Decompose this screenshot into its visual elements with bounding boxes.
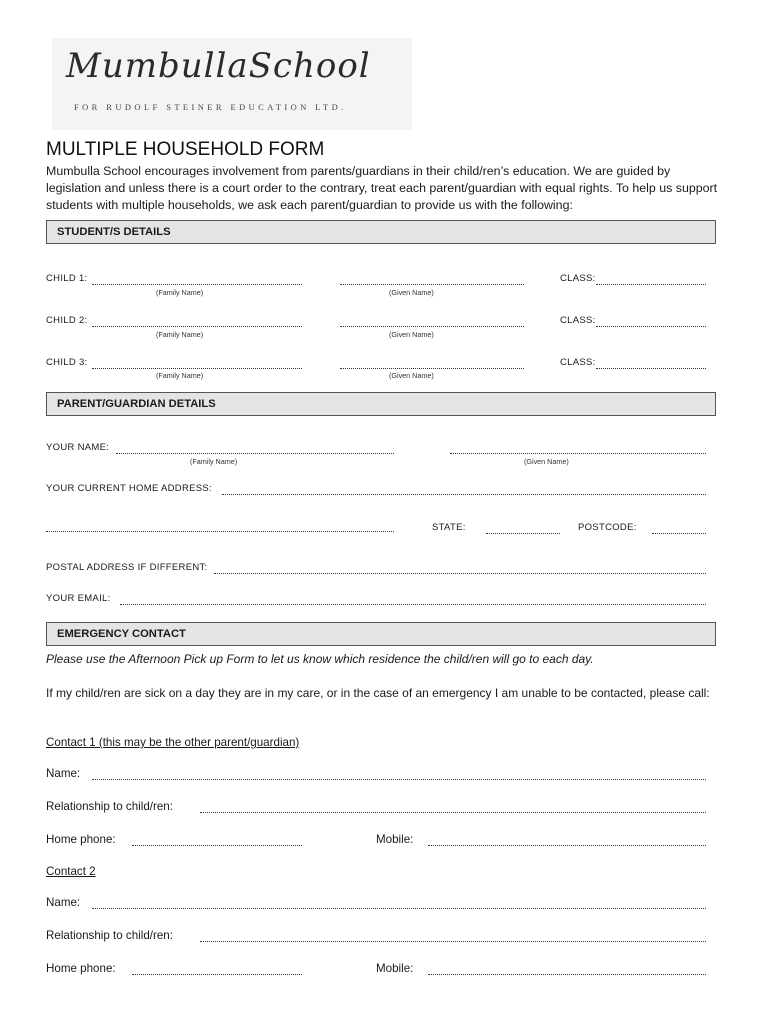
child-1-family-field[interactable]	[92, 275, 302, 285]
contact-1-mobile-field[interactable]	[428, 835, 706, 846]
given-name-caption: (Given Name)	[389, 371, 434, 380]
given-name-caption: (Given Name)	[389, 288, 434, 297]
emergency-contact-header	[46, 622, 716, 646]
parent-given-name-field[interactable]	[450, 444, 706, 454]
contact-1-name-field[interactable]	[92, 769, 706, 780]
family-name-caption: (Family Name)	[190, 457, 238, 466]
child-1-given-field[interactable]	[340, 275, 524, 285]
contact-1-mobile-label: Mobile:	[376, 833, 414, 846]
given-name-caption: (Given Name)	[524, 457, 569, 466]
contact-1-home-phone-field[interactable]	[132, 835, 302, 846]
child-2-family-field[interactable]	[92, 317, 302, 327]
logo-wordmark: MumbullaSchool	[66, 46, 371, 86]
contact-1-home-phone-label: Home phone:	[46, 833, 116, 846]
state-field[interactable]	[486, 524, 560, 534]
child-3-class-label: CLASS:	[560, 357, 596, 368]
email-label: YOUR EMAIL:	[46, 593, 111, 604]
child-1-label: CHILD 1:	[46, 273, 88, 284]
logo-tagline: FOR RUDOLF STEINER EDUCATION LTD.	[74, 102, 347, 112]
family-name-caption: (Family Name)	[156, 330, 204, 339]
section-heading: EMERGENCY CONTACT	[57, 628, 186, 640]
family-name-caption: (Family Name)	[156, 371, 204, 380]
emergency-paragraph: If my child/ren are sick on a day they are in my care, or in the case of an emergency I am unable to be contacted, please call:	[46, 686, 710, 700]
email-field[interactable]	[120, 595, 706, 605]
contact-1-relationship-field[interactable]	[200, 802, 706, 813]
your-name-label: YOUR NAME:	[46, 442, 110, 453]
child-1-class-field[interactable]	[596, 275, 706, 285]
child-2-class-label: CLASS:	[560, 315, 596, 326]
postcode-label: POSTCODE:	[578, 522, 637, 533]
contact-2-mobile-label: Mobile:	[376, 962, 414, 975]
postal-address-field[interactable]	[214, 564, 706, 574]
child-2-class-field[interactable]	[596, 317, 706, 327]
state-label: STATE:	[432, 522, 466, 533]
postal-address-label: POSTAL ADDRESS IF DIFFERENT:	[46, 562, 208, 573]
postcode-field[interactable]	[652, 524, 706, 534]
pickup-form-note: Please use the Afternoon Pick up Form to let us know which residence the child/ren will go to each day.	[46, 652, 594, 666]
home-address-label: YOUR CURRENT HOME ADDRESS:	[46, 483, 212, 494]
contact-2-title: Contact 2	[46, 865, 96, 878]
child-2-label: CHILD 2:	[46, 315, 88, 326]
section-heading: PARENT/GUARDIAN DETAILS	[57, 398, 216, 410]
intro-paragraph: Mumbulla School encourages involvement from parents/guardians in their child/ren’s education. We are guided by legislation and unless there is a court order to the contrary, treat each parent/guardian with equal rights. To help us support students with multiple households, we ask each parent/guardian to provide us with the following:	[46, 164, 718, 212]
parent-family-name-field[interactable]	[116, 444, 394, 454]
contact-1-title: Contact 1 (this may be the other parent/guardian)	[46, 736, 300, 749]
contact-2-name-field[interactable]	[92, 898, 706, 909]
form-title: MULTIPLE HOUSEHOLD FORM	[46, 139, 325, 160]
child-2-given-field[interactable]	[340, 317, 524, 327]
section-heading: STUDENT/S DETAILS	[57, 226, 171, 238]
student-details-header	[46, 220, 716, 244]
contact-2-home-phone-label: Home phone:	[46, 962, 116, 975]
contact-1-relationship-label: Relationship to child/ren:	[46, 800, 173, 813]
parent-details-header	[46, 392, 716, 416]
contact-2-relationship-field[interactable]	[200, 931, 706, 942]
child-3-class-field[interactable]	[596, 359, 706, 369]
contact-2-relationship-label: Relationship to child/ren:	[46, 929, 173, 942]
contact-2-mobile-field[interactable]	[428, 964, 706, 975]
school-logo	[52, 38, 412, 130]
child-3-family-field[interactable]	[92, 359, 302, 369]
contact-2-name-label: Name:	[46, 896, 81, 909]
family-name-caption: (Family Name)	[156, 288, 204, 297]
home-address-line-2-field[interactable]	[46, 522, 394, 532]
child-3-given-field[interactable]	[340, 359, 524, 369]
child-3-label: CHILD 3:	[46, 357, 88, 368]
home-address-field[interactable]	[222, 485, 706, 495]
child-1-class-label: CLASS:	[560, 273, 596, 284]
contact-1-name-label: Name:	[46, 767, 81, 780]
contact-2-home-phone-field[interactable]	[132, 964, 302, 975]
given-name-caption: (Given Name)	[389, 330, 434, 339]
